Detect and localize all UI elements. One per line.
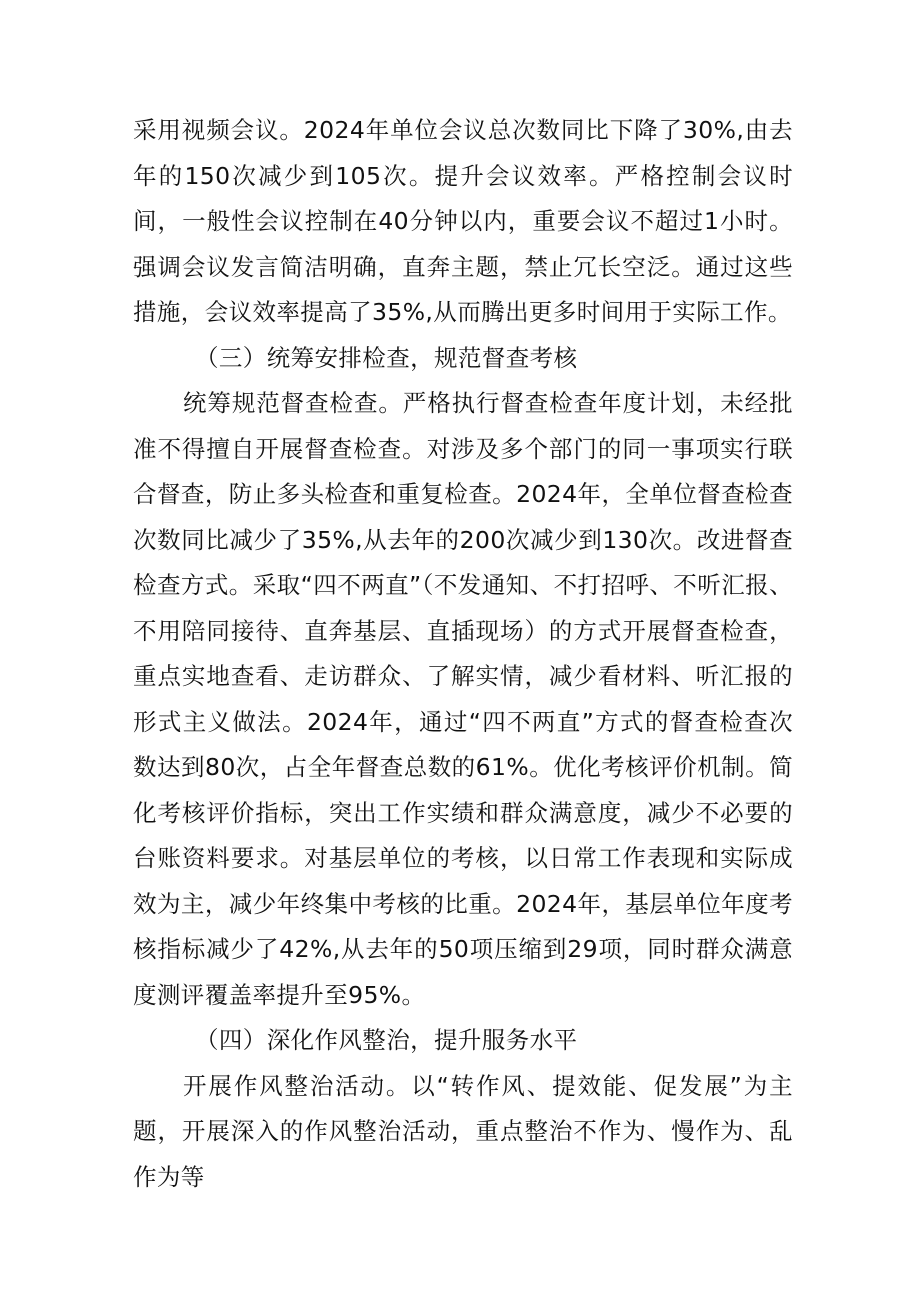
document-body [133,108,793,1200]
paragraph-inspection: 统筹规范督查检查。严格执行督查检查年度计划，未经批准不得擅自开展督查检查。对涉及多个部门的同一事项实行联合督查，防止多头检查和重复检查。2024年，全单位督查检查次数同比减少了35%,从去年的200次减少到130次。改进督查检查方式。采取“四不两直”（不发通知、不打招呼、不听汇报、不用陪同接待、直奔基层、直插现场）的方式开展督查检查，重点实地查看、走访群众、了解实情，减少看材料、听汇报的形式主义做法。2024年，通过“四不两直”方式的督查检查次数达到80次，占全年督查总数的61%。优化考核评价机制。简化考核评价指标，突出工作实绩和群众满意度，减少不必要的台账资料要求。对基层单位的考核，以日常工作表现和实际成效为主，减少年终集中考核的比重。2024年，基层单位年度考核指标减少了42%,从去年的50项压缩到29项，同时群众满意度测评覆盖率提升至95%。 [133,389,793,1009]
section-heading-4: （四）深化作风整治，提升服务水平 [195,1026,578,1054]
paragraph-meeting-efficiency: 采用视频会议。2024年单位会议总次数同比下降了30%,由去年的150次减少到105次。提升会议效率。严格控制会议时间，一般性会议控制在40分钟以内，重要会议不超过1小时。强调会议发言简洁明确，直奔主题，禁止冗长空泛。通过这些措施，会议效率提高了35%,从而腾出更多时间用于实际工作。 [133,116,793,326]
section-heading-3: （三）统筹安排检查，规范督查考核 [195,343,578,372]
paragraph-work-style: 开展作风整治活动。以“转作风、提效能、促发展”为主题，开展深入的作风整治活动，重点整治不作为、慢作为、乱作为等 [133,1071,793,1191]
